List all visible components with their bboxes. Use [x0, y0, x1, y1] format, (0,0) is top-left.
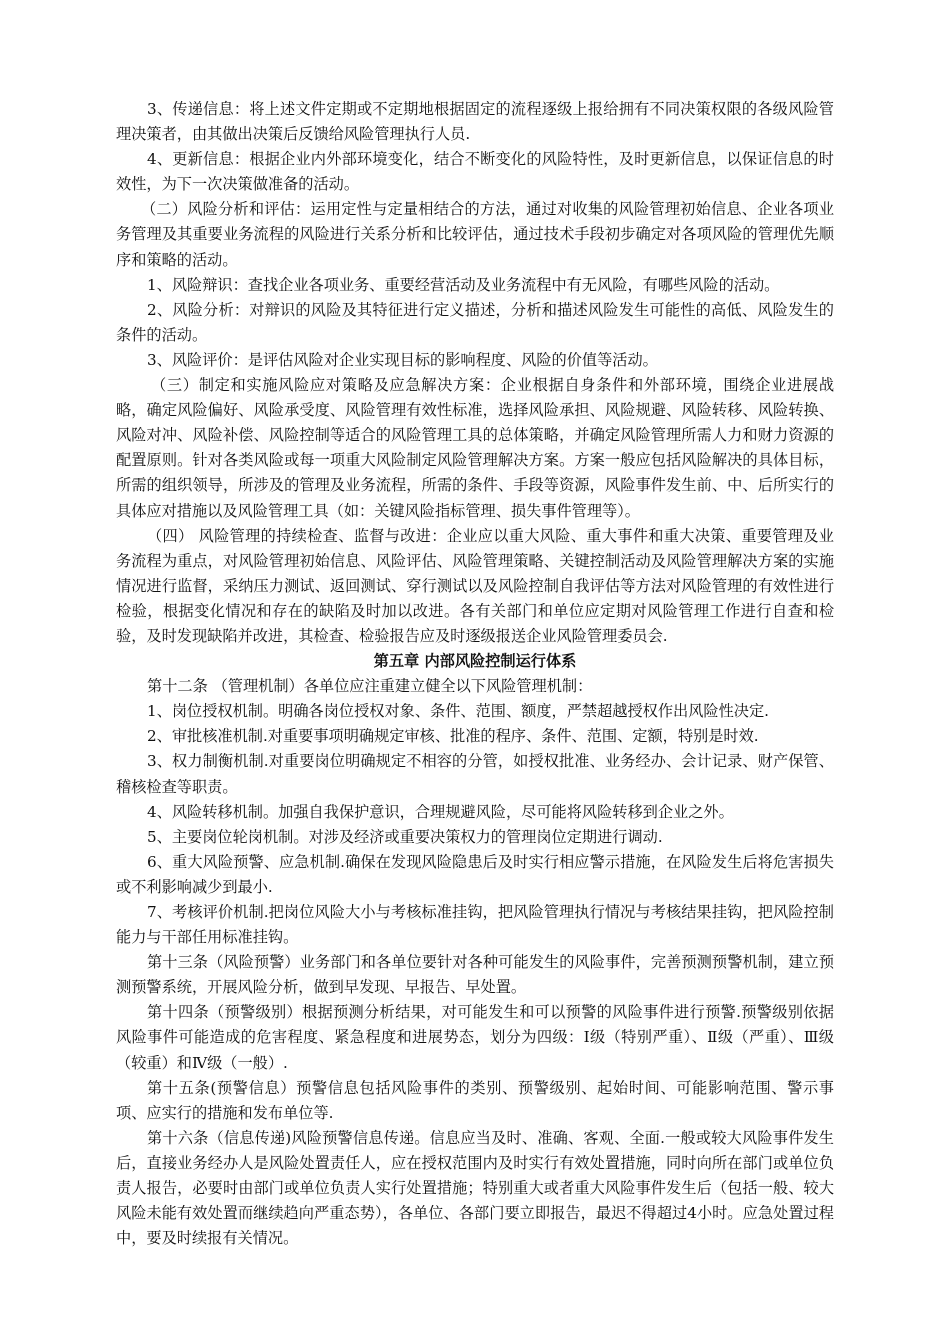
- paragraph: 2、风险分析：对辩识的风险及其特征进行定义描述，分析和描述风险发生可能性的高低、风险发生的条件的活动。: [116, 300, 834, 344]
- paragraph: 2、审批核准机制.对重要事项明确规定审核、批准的程序、条件、范围、定额，特别是时效.: [147, 727, 759, 746]
- paragraph: 第十五条(预警信息）预警信息包括风险事件的类别、预警级别、起始时间、可能影响范围、警示事项、应实行的措施和发布单位等.: [116, 1078, 834, 1122]
- paragraph: 7、考核评价机制.把岗位风险大小与考核标准挂钩，把风险管理执行情况与考核结果挂钩，把风险控制能力与干部任用标准挂钩。: [116, 903, 834, 947]
- paragraph: 4、更新信息：根据企业内外部环境变化，结合不断变化的风险特性，及时更新信息，以保证信息的时效性，为下一次决策做准备的活动。: [116, 150, 834, 194]
- paragraph: 第十二条 （管理机制）各单位应注重建立健全以下风险管理机制：: [147, 677, 593, 696]
- paragraph: 1、风险辩识：查找企业各项业务、重要经营活动及业务流程中有无风险，有哪些风险的活动。: [147, 275, 780, 294]
- chapter-title: 第五章 内部风险控制运行体系: [373, 652, 577, 671]
- paragraph: 第十六条（信息传递)风险预警信息传递。信息应当及时、准确、客观、全面.一般或较大风险事件发生后，直接业务经办人是风险处置责任人，应在授权范围内及时实行有效处置措施，同时向所在部门或单位负责人报告，必要时由部门或单位负责人实行处置措施；特别重大或者重大风险事件发生后（包括一般、较大风险未能有效处置而继续趋向严重态势），各单位、各部门要立即报告，最迟不得超过4小时。应急处置过程中，要及时续报有关情况。: [116, 1128, 834, 1248]
- paragraph: 第十三条（风险预警）业务部门和各单位要针对各种可能发生的风险事件，完善预测预警机制，建立预测预警系统，开展风险分析，做到早发现、早报告、早处置。: [116, 953, 834, 997]
- paragraph: 3、传递信息：将上述文件定期或不定期地根据固定的流程逐级上报给拥有不同决策权限的各级风险管理决策者，由其做出决策后反馈给风险管理执行人员.: [116, 100, 834, 144]
- paragraph: 1、岗位授权机制。明确各岗位授权对象、条件、范围、额度，严禁超越授权作出风险性决定.: [147, 702, 769, 721]
- paragraph: （二）风险分析和评估：运用定性与定量相结合的方法，通过对收集的风险管理初始信息、企业各项业务管理及其重要业务流程的风险进行关系分析和比较评估，通过技术手段初步确定对各项风险的管理优先顺序和策略的活动。: [116, 200, 834, 269]
- paragraph: 5、主要岗位轮岗机制。对涉及经济或重要决策权力的管理岗位定期进行调动.: [147, 827, 663, 846]
- paragraph: （三）制定和实施风险应对策略及应急解决方案：企业根据自身条件和外部环境，围绕企业进展战略，确定风险偏好、风险承受度、风险管理有效性标准，选择风险承担、风险规避、风险转移、风险转换、风险对冲、风险补偿、风险控制等适合的风险管理工具的总体策略，并确定风险管理所需人力和财力资源的配置原则。针对各类风险或每一项重大风险制定风险管理解决方案。方案一般应包括风险解决的具体目标，所需的组织领导，所涉及的管理及业务流程，所需的条件、手段等资源，风险事件发生前、中、后所实行的具体应对措施以及风险管理工具（如：关键风险指标管理、损失事件管理等）。: [116, 376, 834, 520]
- paragraph: 3、风险评价：是评估风险对企业实现目标的影响程度、风险的价值等活动。: [147, 350, 658, 369]
- document-page: [116, 97, 834, 1251]
- paragraph: 6、重大风险预警、应急机制.确保在发现风险隐患后及时实行相应警示措施，在风险发生后将危害损失或不利影响减少到最小.: [116, 852, 834, 896]
- paragraph: （四） 风险管理的持续检查、监督与改进：企业应以重大风险、重大事件和重大决策、重要管理及业务流程为重点，对风险管理初始信息、风险评估、风险管理策略、关键控制活动及风险管理解决方案的实施情况进行监督，采纳压力测试、返回测试、穿行测试以及风险控制自我评估等方法对风险管理的有效性进行检验，根据变化情况和存在的缺陷及时加以改进。各有关部门和单位应定期对风险管理工作进行自查和检验，及时发现缺陷并改进，其检查、检验报告应及时逐级报送企业风险管理委员会.: [116, 526, 834, 645]
- paragraph: 4、风险转移机制。加强自我保护意识，合理规避风险，尽可能将风险转移到企业之外。: [147, 802, 734, 821]
- paragraph: 第十四条（预警级别）根据预测分析结果，对可能发生和可以预警的风险事件进行预警.预警级别依据风险事件可能造成的危害程度、紧急程度和进展势态，划分为四级：Ⅰ级（特别严重）、Ⅱ级（严重）、Ⅲ级（较重）和Ⅳ级（一般）.: [116, 1003, 834, 1072]
- paragraph: 3、权力制衡机制.对重要岗位明确规定不相容的分管，如授权批准、业务经办、会计记录、财产保管、稽核检查等职责。: [116, 752, 834, 796]
